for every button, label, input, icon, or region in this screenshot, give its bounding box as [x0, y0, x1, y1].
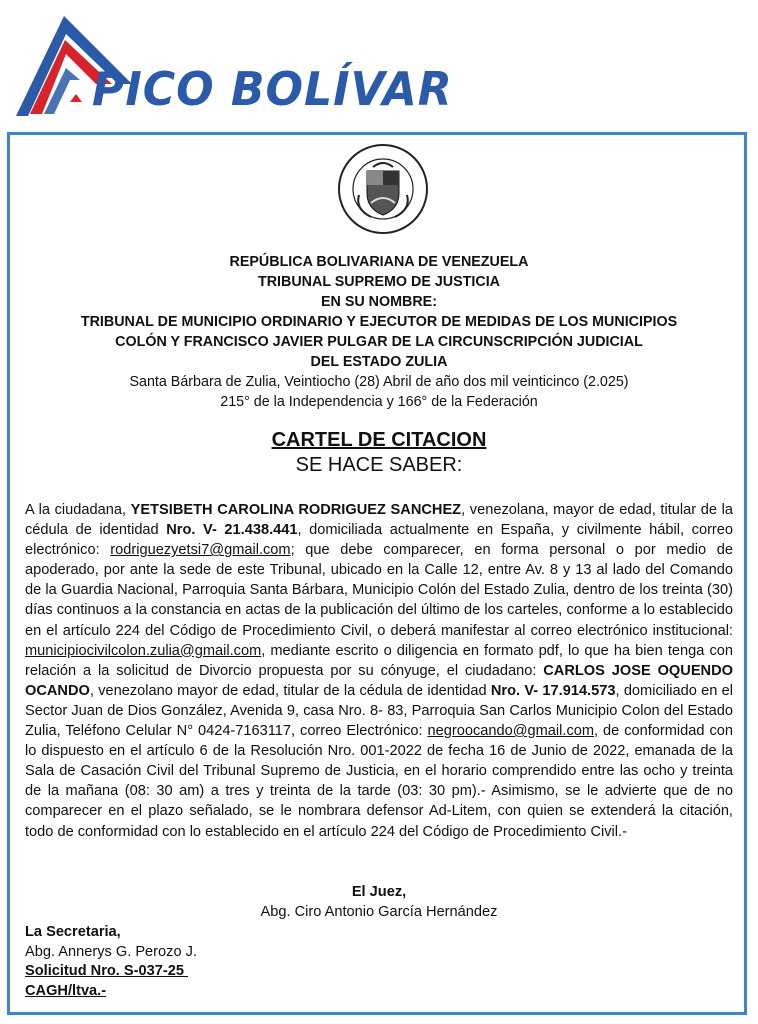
body-text: , mediante escrito o diligencia en formato pdf, lo que ha bien tenga con relación a la solicitud de Divorcio propuesta por su cónyuge, el ciudadano: — [25, 642, 733, 679]
pico-bolivar-logo — [10, 10, 453, 120]
secretary-title: La Secretaria, — [25, 924, 121, 940]
header-tribunal-line2: COLÓN Y FRANCISCO JAVIER PULGAR DE LA CIRCUNSCRIPCIÓN JUDICIAL — [115, 334, 643, 350]
body-text: A la ciudadana, — [25, 502, 131, 518]
judge-name: Abg. Ciro Antonio García Hernández — [260, 904, 498, 920]
defendant-email-link[interactable]: rodriguezyetsi7@gmail.com — [110, 542, 291, 559]
initials: CAGH/ltva.- — [25, 982, 107, 999]
header-tribunal-line1: TRIBUNAL DE MUNICIPIO ORDINARIO Y EJECUTOR DE MEDIDAS DE LOS MUNICIPIOS — [80, 314, 678, 330]
defendant-name: YETSIBETH CAROLINA RODRIGUEZ SANCHEZ — [130, 502, 462, 518]
judge-title: El Juez, — [351, 884, 407, 900]
secretary-signature — [25, 923, 197, 1001]
court-email-link[interactable]: municipiocivilcolon.zulia@gmail.com — [25, 642, 262, 659]
plaintiff-name: CARLOS JOSE OQUENDO OCANDO — [25, 662, 733, 699]
request-number: Solicitud Nro. S-037-25 — [25, 963, 189, 979]
body-text: , domiciliada actualmente en España, y civilmente hábil, correo electrónico: — [25, 522, 734, 559]
header-tribunal-line3: DEL ESTADO ZULIA — [310, 354, 448, 370]
header-country: REPÚBLICA BOLIVARIANA DE VENEZUELA — [229, 254, 529, 270]
header-date: Santa Bárbara de Zulia, Veintiocho (28) Abril de año dos mil veinticinco (2.025) — [129, 374, 629, 390]
body-text: , venezolano mayor de edad, titular de la cédula de identidad — [89, 682, 491, 699]
body-text: , domiciliado en el Sector Juan de Dios González, Avenida 9, casa Nro. 8- 83, Parroquia San Carlos Municipio Colon del Estado Zulia, Teléfono Celular N° 0424-7163117, correo Electrónico: — [25, 682, 733, 740]
notice-body — [25, 500, 733, 842]
document-header — [15, 252, 743, 412]
body-text: ; que debe comparecer, en forma personal o por medio de apoderado, por ante la sede de este Tribunal, ubicado en la Calle 12, entre Av. 8 y 13 al lado del Comando de la Guardia Nacional, Parroquia Santa Bárbara, Municipio Colón del Estado Zulia, dentro de los treinta (30) días continuos a la constancia en actas de la publicación del último de los carteles, conforme a lo establecido en el artículo 224 del Código de Procedimiento Civil, o deberá manifestar al correo electrónico institucional: — [25, 542, 733, 639]
header-independence: 215° de la Independencia y 166° de la Federación — [220, 394, 538, 410]
secretary-name: Abg. Annerys G. Perozo J. — [25, 943, 197, 960]
defendant-id: Nro. V- 21.438.441 — [166, 522, 298, 539]
body-text: , de conformidad con lo dispuesto en el artículo 6 de la Resolución Nro. 001-2022 de fecha 16 de Junio de 2022, emanada de la Sala de Casación Civil del Tribunal Supremo de Justicia, en el horario comprendido entre las ocho y treinta de la mañana (08: 30 am) a tres y treinta de la tarde (03: 30 pm).- Asimismo, se le advierte que de no comparecer en el plazo señalado, se le nombrara defensor Ad-Litem, con quien se extenderá la citación, todo de conformidad con lo establecido en el artículo 224 del Código de Procedimiento Civil.- — [25, 723, 733, 840]
header-en-su-nombre: EN SU NOMBRE: — [321, 294, 437, 310]
plaintiff-email-link[interactable]: negroocando@gmail.com — [427, 723, 595, 740]
notice-title: CARTEL DE CITACION — [271, 429, 487, 451]
body-text: , venezolana, mayor de edad, titular de la cédula de identidad — [25, 502, 734, 539]
judge-signature — [15, 882, 743, 922]
notice-subtitle: SE HACE SABER: — [295, 454, 463, 476]
logo-wordmark: PICO BOLÍVAR — [92, 62, 453, 116]
header-court: TRIBUNAL SUPREMO DE JUSTICIA — [257, 274, 500, 290]
plaintiff-id: Nro. V- 17.914.573 — [490, 682, 616, 699]
coat-of-arms-icon — [337, 143, 429, 235]
tribunal-seal — [337, 143, 429, 235]
notice-title-block — [15, 428, 743, 478]
